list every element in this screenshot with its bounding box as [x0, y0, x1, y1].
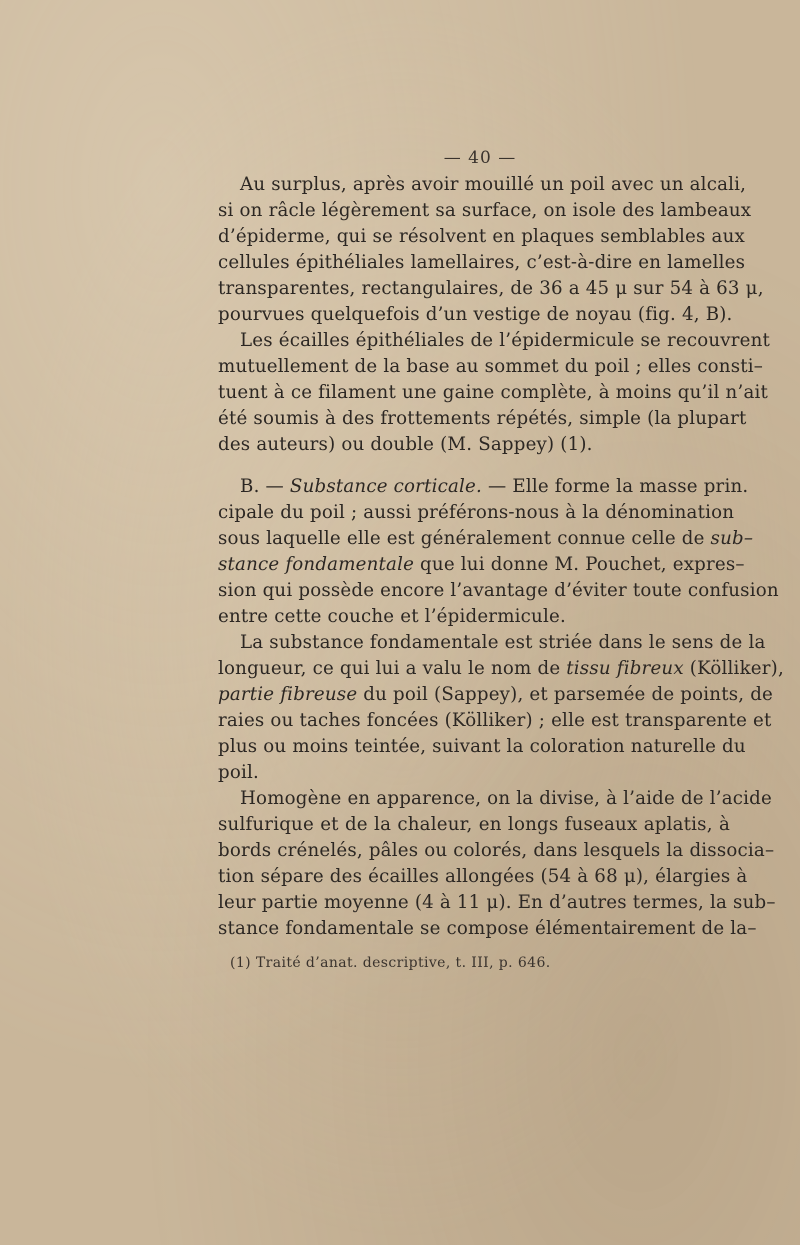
paragraph-3-line: entre cette couche et l’épidermicule.	[218, 606, 566, 627]
italic-run: tissu fibreux	[566, 658, 684, 679]
paragraph-4-line	[218, 682, 774, 708]
section-heading-line	[218, 474, 749, 500]
footnote: (1) Traité d’anat. descriptive, t. III, p. 646.	[230, 955, 551, 971]
paragraph-2-line: des auteurs) ou double (M. Sappey) (1).	[218, 434, 593, 455]
paragraph-5-line: stance fondamentale se compose élémentairement de la–	[218, 918, 757, 939]
paragraph-5-line: leur partie moyenne (4 à 11 μ). En d’autres termes, la sub–	[218, 892, 776, 913]
paragraph-4-line: raies ou taches foncées (Kölliker) ; elle est transparente et	[218, 710, 772, 731]
paragraph-4-line: plus ou moins teintée, suivant la coloration naturelle du	[218, 736, 746, 757]
section-text: — Elle forme la masse prin.	[482, 476, 749, 497]
page-number: — 40 —	[443, 148, 517, 168]
paragraph-1-line: cellules épithéliales lamellaires, c’est-à-dire en lamelles	[218, 252, 746, 273]
italic-run: stance fondamentale	[218, 554, 415, 575]
paragraph-5-line: sulfurique et de la chaleur, en longs fuseaux aplatis, à	[218, 814, 730, 835]
text-run: (Kölliker),	[683, 658, 784, 679]
paragraph-1-line: Au surplus, après avoir mouillé un poil avec un alcali,	[240, 174, 747, 195]
text-run: sous laquelle elle est généralement connue celle de	[218, 528, 711, 549]
paragraph-5-line: bords crénelés, pâles ou colorés, dans lesquels la dissocia–	[218, 840, 775, 861]
italic-run: sub–	[710, 528, 754, 549]
text-run: longueur, ce qui lui a valu le nom de	[218, 658, 567, 679]
paragraph-5-line: tion sépare des écailles allongées (54 à 68 μ), élargies à	[218, 866, 748, 887]
paragraph-5-line: Homogène en apparence, on la divise, à l’aide de l’acide	[240, 788, 772, 809]
section-gap	[218, 458, 730, 474]
body-text	[218, 172, 784, 942]
paragraph-4-line: poil.	[218, 762, 260, 783]
paragraph-3-line: cipale du poil ; aussi préférons-nous à la dénomination	[218, 502, 735, 523]
section-title: Substance corticale.	[289, 476, 482, 497]
paragraph-1-line: d’épiderme, qui se résolvent en plaques semblables aux	[218, 226, 745, 247]
text-run: du poil (Sappey), et parsemée de points, de	[357, 684, 774, 705]
paragraph-2-line: Les écailles épithéliales de l’épidermicule se recouvrent	[240, 330, 771, 351]
paragraph-4-line: La substance fondamentale est striée dans le sens de la	[240, 632, 766, 653]
paragraph-1-line: pourvues quelquefois d’un vestige de noyau (fig. 4, B).	[218, 304, 733, 325]
paragraph-1-line: si on râcle légèrement sa surface, on isole des lambeaux	[218, 200, 752, 221]
text-run: que lui donne M. Pouchet, expres–	[414, 554, 745, 575]
paragraph-4-line	[218, 656, 784, 682]
paragraph-3-line	[218, 526, 754, 552]
paragraph-2-line: été soumis à des frottements répétés, simple (la plupart	[218, 408, 747, 429]
paragraph-3-line	[218, 552, 745, 578]
paragraph-2-line: tuent à ce filament une gaine complète, à moins qu’il n’ait	[218, 382, 769, 403]
italic-run: partie fibreuse	[218, 684, 358, 705]
section-label: B. —	[240, 476, 290, 497]
paragraph-2-line: mutuellement de la base au sommet du poil ; elles consti–	[218, 356, 764, 377]
paragraph-1-line: transparentes, rectangulaires, de 36 a 45 μ sur 54 à 63 μ,	[218, 278, 764, 299]
paragraph-3-line: sion qui possède encore l’avantage d’éviter toute confusion	[218, 580, 779, 601]
